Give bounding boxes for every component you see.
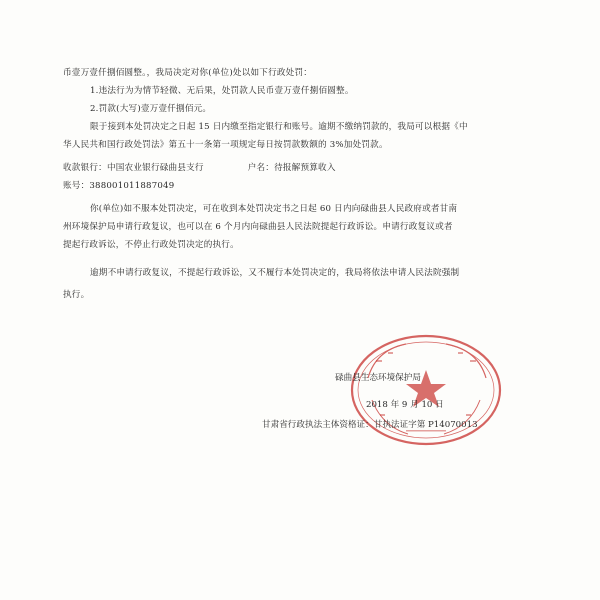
body-line-4: 限于接到本处罚决定之日起 15 日内缴至指定银行和账号。逾期不缴纳罚款的，我局可以根据《中: [90, 122, 468, 132]
account-number: 账号：38800101188​7049: [63, 181, 175, 191]
payee-name: 户名：待报解预算收入: [247, 163, 336, 173]
body-line-5: 华人民共和国行政处罚法》第五十一条第一项规定每日按罚款数额的 3%加处罚款。: [63, 140, 388, 150]
issuing-agency: 碌曲县生态环境保护局: [335, 373, 421, 383]
body-line-1: 币壹万壹仟捌佰圆整。，我局决定对你(单位)处以如下行政处罚：: [63, 68, 313, 78]
bank-line: [63, 163, 336, 174]
body-line-8: 你(单位)如不服本处罚决定，可在收到本处罚决定书之日起 60 日内向碌曲县人民政府或者甘南: [90, 204, 458, 214]
body-line-11: 逾期不申请行政复议，不提起行政诉讼，又不履行本处罚决定的，我局将依法申请人民法院强制: [90, 268, 460, 278]
body-line-2: 1.违法行为为情节轻微、无后果，处罚款人民币壹万壹仟捌佰圆整。: [90, 86, 354, 96]
body-line-3: 2.罚款(大写)壹万壹仟捌佰元。: [90, 104, 212, 114]
enforcement-qualification: 甘肃省行政执法主体资格证：甘执法证字第 P14070013: [262, 420, 478, 430]
body-line-10: 提起行政诉讼，不停止行政处罚决定的执行。: [63, 240, 239, 250]
official-seal-stamp: [346, 330, 506, 450]
issue-date: 2018 年 9 月 10 日: [366, 400, 444, 410]
body-line-9: 州环境保护局申请行政复议，也可以在 6 个月内向碌曲县人民法院提起行政诉讼。申请行政复议或者: [63, 222, 453, 232]
bank-label: 收款银行：中国农业银行碌曲县支行: [63, 163, 204, 173]
body-line-12: 执行。: [63, 290, 90, 300]
